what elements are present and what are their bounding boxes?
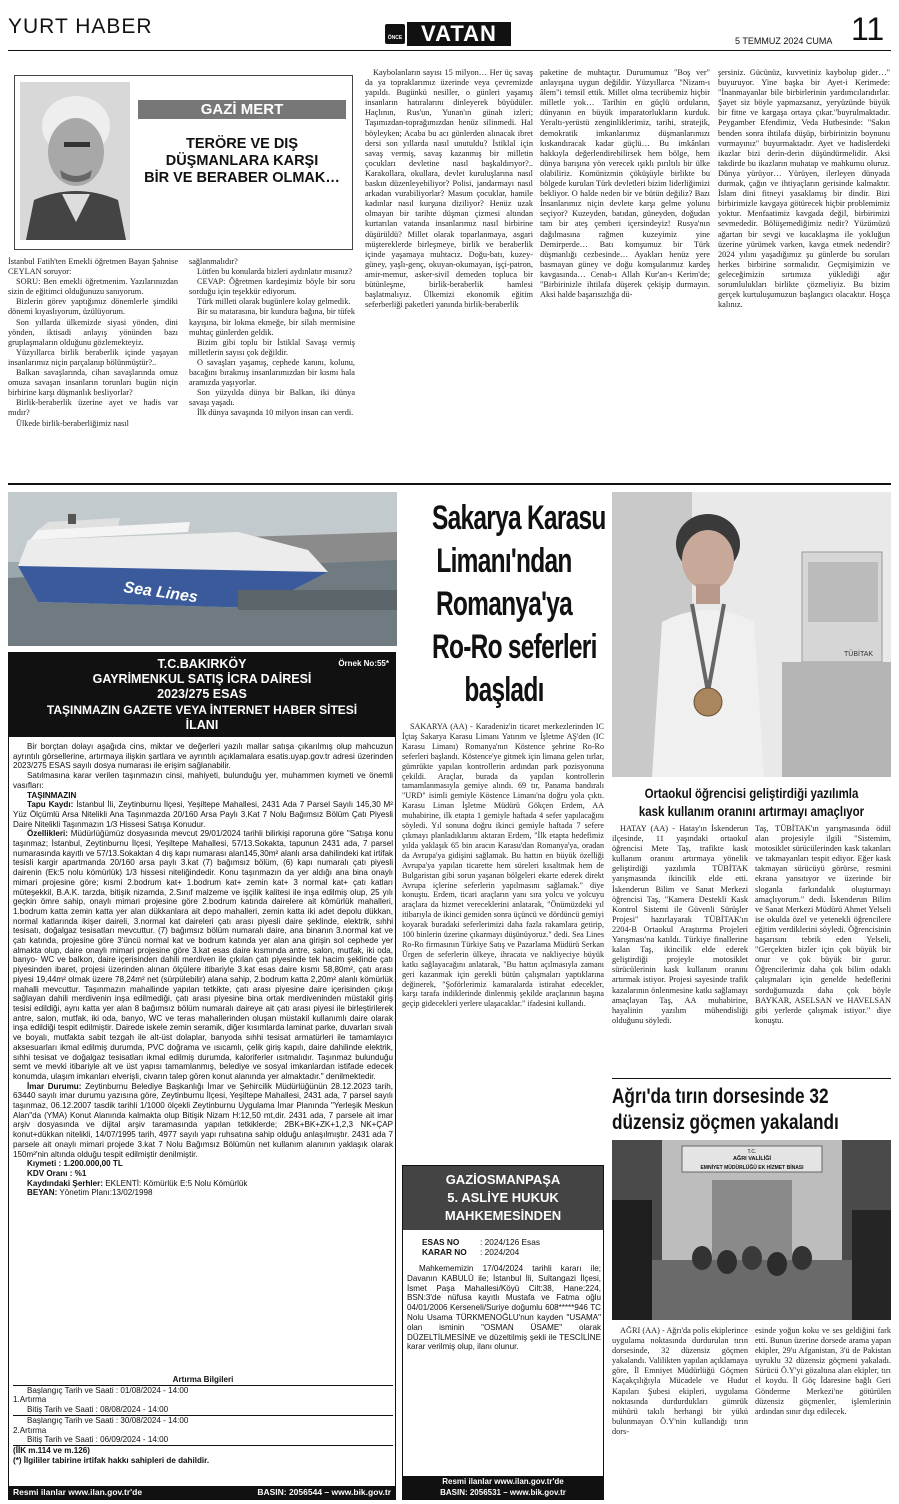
tapu-text: İstanbul İli, Zeytinburnu İlçesi, Yeşiltepe Mahallesi, 2431 Ada 7 Parsel Sayılı 145,30 M² Yüz Ölçümlü Arsa Nitelikli Ana Taşınmazda 20/160 Arsa Paylı 3.Kat 7 Nolu Bağımsız Bölüm Çatı Piyesli Daire Nitelikli Taşınmazın 1/3 Hissesi Satışa Konudur. bbox=[13, 800, 393, 829]
karar-label: KARAR NO bbox=[422, 1246, 467, 1257]
icra-title-5: İLANI bbox=[185, 718, 219, 732]
gop-title-1: GAZİOSMANPAŞA bbox=[445, 1172, 561, 1187]
artirma-2-start: Başlangıç Tarih ve Saati : 30/08/2024 - 14:00 bbox=[27, 1415, 189, 1425]
section-title bbox=[8, 15, 153, 49]
kayit-label: Kaydındaki Şerhler: bbox=[27, 1178, 104, 1188]
ship-label: Sea Lines bbox=[122, 579, 199, 607]
paragraph: İlk dünya savaşında 10 milyon insan can verdi. bbox=[197, 408, 354, 418]
paragraph: Balkan savaşlarında, cihan savaşlarında omuz omuza savaşan insanların torunları bugün niçin birbirine karşı düşmanlık besliyorlar? bbox=[8, 368, 178, 398]
icra-ilgililer: (*) İlgililer tabirine irtifak hakkı sahipleri de dahildir. bbox=[13, 1455, 210, 1465]
icra-intro-2: Satılmasına karar verilen taşınmazın cinsi, mahiyeti, bulunduğu yer, muhammen kıymeti ve önemli vasıfları: bbox=[13, 771, 393, 790]
logo-text: VATAN bbox=[407, 22, 511, 46]
agri-photo bbox=[612, 1140, 891, 1320]
masthead-rule bbox=[8, 50, 891, 51]
esas-value: : 2024/126 Esas bbox=[480, 1238, 540, 1247]
ozellik-label: Özellikleri: bbox=[27, 829, 68, 839]
gop-title-3: MAHKEMESİNDEN bbox=[444, 1208, 562, 1223]
icra-ilk: (İİK m.114 ve m.126) bbox=[13, 1445, 90, 1455]
esas-label: ESAS NO bbox=[422, 1238, 460, 1247]
paragraph: Ülkede birlik-beraberliğimiz nasıl bbox=[16, 418, 129, 428]
icra-intro: Bir borçtan dolayı aşağıda cins, miktar ve değerleri yazılı mallar satışa çıkarılmış olup mahcuzun ayrıntılı görsellerine, artırmaya ilişkin şartlara ve ayrıntılı açıklamalara esatis.uyap.gov.tr adresi üzerinden 2023/275 ESAS sayılı dosya numarası ile erişim sağlanabilir. bbox=[13, 742, 393, 771]
column-headline-line-2: DÜŞMANLARA KARŞI bbox=[165, 153, 319, 169]
icra-header bbox=[9, 653, 395, 737]
artirma-table bbox=[13, 1375, 393, 1485]
gop-header bbox=[403, 1166, 603, 1230]
paragraph: Lütfen bu konularda bizleri aydınlatır mısınız? bbox=[197, 267, 353, 277]
artirma-2-end: Bitiş Tarih ve Saati : 06/09/2024 - 14:00 bbox=[13, 1435, 393, 1446]
sign-line-3: EMNİYET MÜDÜRLÜĞÜ EK HİZMET BİNASI bbox=[700, 1165, 804, 1171]
paragraph: CEVAP: Öğretmen kardeşimiz böyle bir soru sorduğu için teşekkür ediyorum. bbox=[189, 277, 355, 297]
hatay-headline-line-1: Ortaokul öğrencisi geliştirdiği yazılımla bbox=[644, 785, 859, 801]
gop-footer-1: Resmi ilanlar www.ilan.gov.tr'de bbox=[442, 1477, 564, 1486]
artirma-1-label: 1.Artırma bbox=[13, 1395, 47, 1405]
sakarya-headline-line-3: Romanya'ya bbox=[435, 585, 573, 623]
sakarya-headline-line-2: Limanı'ndan bbox=[436, 542, 572, 580]
gop-footer bbox=[403, 1476, 603, 1499]
icra-tasinmaz-label: TAŞINMAZIN bbox=[27, 790, 77, 800]
logo-badge: ÖNCE bbox=[385, 24, 405, 44]
gop-body: Mahkememizin 17/04/2024 tarihli kararı ile; Davanın KABULÜ ile; İstanbul İli, Sultangazi İlçesi, İsmet Paşa Mahallesi/Köyü Cilt:38, Hane:224, BSN:3'de nüfusa kayıtlı Mustafa ve Fatma oğlu 04/01/2006 Kerseneli/Suriye doğumlu 608*****946 TC Nolu Usama TÜRKMENOĞLU'nun kayden "USAMA" olan isminin "OSMAN ÜSAME" olarak DÜZELTİLMESİNE ve düzeltilmiş şekli ile TESCİLİNE karar verilmiş olup, ilanı olunur. bbox=[407, 1264, 601, 1352]
student-photo bbox=[612, 492, 891, 777]
author-name: GAZİ MERT bbox=[200, 101, 284, 118]
agri-text-2: esinde yoğun koku ve ses geldiğini fark etti. Bunun üzerine dorsede arama yapan ekipler, 29'u Afganistan, 3'ü de Pakistan uyruklu 32 düzensiz göçmeni yakaladı. Sürücü Ö.Y'yi gözaltına alan ekipler, tırı el koydu. İl Göç İdaresine bağlı Geri Gönderme Merkezi'ne götürülen düzensiz göçmenler, işlemlerinin ardından sınır dışı edilecek. bbox=[755, 1326, 891, 1416]
paragraph: Son yüzyılda dünya bir Balkan, iki dünya savaşı yaşadı. bbox=[189, 388, 355, 408]
agri-headline-line-2: düzensiz göçmen yakalandı bbox=[612, 1111, 839, 1134]
issue-date: 5 TEMMUZ 2024 CUMA bbox=[735, 36, 833, 46]
gop-karar bbox=[422, 1248, 602, 1258]
masthead-logo bbox=[385, 22, 511, 46]
imar-text: Zeytinburnu Belediye Başkanlığı İmar ve Şehircilik Müdürlüğünün 28.12.2023 tarih, 63440 sayılı imar durumu yazısına göre, Zeytinburnu İlçesi, Yeşiltepe Mahallesi, 2431 ada, 7 parsel sayılı taşınmaz, 06.12.2007 tasdik tarihli 1/1000 ölçekli Zeytinburnu Uygulama İmar Planında "Yerleşik Meskun Alan"da (YMA) Konut Alanında kalmakta olup Bitişik Nizam H:12,50 mt,dir. 2431 ada, 7 parsele ait imar arşiv dosyasında ve dijital arşiv taramasında yapılan tetkiklerde; 2BK+BK+ZK+1,2,3 NK+ÇAP konut+dükkan nitelikli, 14/07/1995 tarih, 4977 sayılı yapı ruhsatına sahip olduğu anlaşılmıştır. 2431 ada 7 parsele ait onaylı mimari projede 3.kat 7 Nolu Bağımsız Bölümün net kullanım alanının yaklaşık olarak 150m²'nin altında olduğu tespit edilmiştir denilmiştir. bbox=[13, 1081, 393, 1159]
column-headline-line-3: BİR VE BERABER OLMAK… bbox=[144, 170, 340, 186]
paragraph: Bir su matarasına, bir kundura bağına, bir tüfek kayışına, bir lokma ekmeğe, bir silah mermisine muhtaç günlerden geldik. bbox=[189, 307, 355, 337]
ship-photo bbox=[8, 492, 397, 646]
paragraph: O savaşları yaşamış, cephede kanını, kolunu, bacağını bırakmış insanlarımızdan bir kısmı hala aramızda yaşıyorlar. bbox=[189, 357, 355, 388]
icra-title-4: TAŞINMAZIN GAZETE VEYA İNTERNET HABER SİTESİ bbox=[46, 703, 358, 717]
gop-title-2: 5. ASLİYE HUKUK bbox=[447, 1190, 559, 1205]
hatay-headline-line-2: kask kullanım oranını artırmayı amaçlıyor bbox=[638, 803, 865, 819]
sign-line-1: T.C. bbox=[747, 1149, 757, 1155]
icra-title-2: GAYRİMENKUL SATIŞ İCRA DAİRESİ bbox=[92, 672, 312, 686]
icra-kiymet: Kıymeti : 1.200.000,00 TL bbox=[27, 1159, 123, 1169]
icra-beyan bbox=[13, 1188, 393, 1198]
imar-label: İmar Durumu: bbox=[27, 1081, 82, 1091]
column-text-5: şersiniz. Gücünüz, kuvvetiniz kaybolup gider…" buyuruyor. Yine başka bir Ayet-i Kerimede: "İnanmayanlar bile birbirlerinin yardımcılarıdırlar. Şayet siz böyle yapmazsanız, yeryüzünde büyük bir fitne ve kargaşa ortaya çıkar."buyrulmaktadır. Peygamber Efendimiz, Veda Hutbesinde: "Sakın benden sonra ihtilafa düşüp, birbirinizin boynunu vurmayınız" buyurmaktadır. Ayet ve hadislerdeki ikazlar bizi derin-derin düşündürmelidir. Aksi takdirde bu ikazların muhatap ve mahkumu oluruz. Dünya yürüyor… Yürüyen, ilerleyen dünyada durmak, çağın ve ihtiyaçların gerisinde kalmaktır. İslam dini fitneyi yasaklamış bir dindir. Bizi birbirimizle kavgaya götürecek hiçbir problemimiz yoktur. Menfaatimiz kavgada değil, birbirimizi sevmededir. Bölüşemediğimiz nedir? Yüzümüzü ağartan bir sevgi ve kucaklaşma ile yokluğun üzerine yürümek varken, kavga etmek nedendir? 2024 yılını yaşadığımız şu günlerde bu soruları herkes birbirine sormalıdır. Geçmişimizin ve geleceğimizin sırtımıza yüklediği ağır sorumlulukları birlikte çözmeliyiz. Bu bizim gerçek kurtuluşumuzun başlangıcı olacaktır. Hoşça kalınız. bbox=[718, 68, 890, 310]
paragraph: Bizim gibi toplu bir İstiklal Savaşı vermiş milletlerin sayısı çok değildir. bbox=[189, 337, 355, 357]
icra-title-1: T.C.BAKIRKÖY bbox=[157, 657, 247, 671]
author-photo bbox=[20, 82, 130, 240]
sakarya-headline-line-1: Sakarya Karasu bbox=[432, 499, 606, 537]
icra-tapu bbox=[13, 800, 393, 829]
paragraph: Türk milleti olarak bugünlere kolay gelmedik. bbox=[197, 297, 351, 307]
artirma-1-end: Bitiş Tarih ve Saati : 08/08/2024 - 14:00 bbox=[13, 1405, 393, 1416]
hatay-headline bbox=[612, 784, 891, 820]
sakarya-headline-line-5: başladı bbox=[464, 671, 544, 709]
beyan-text: Yönetim Planı:13/02/1998 bbox=[59, 1188, 153, 1198]
agri-headline bbox=[612, 1084, 891, 1136]
ozellik-text: Müdürlüğümüz dosyasında mevcut 29/01/2024 tarihli bilirkişi raporuna göre "Satışa konu taşınmaz; İstanbul, Zeytinburnu İlçesi, Yeşiltepe Mahallesi, 57/13.Sokakta, tapunun 2431 ada, 7 parsel numarasında kayıtlı ve 57/13.Sokaktan 4 dış kapı numarası alan145,30m² alanlı arsa dahilindeki kat irtifak tesisli kargir apartmanda 20/160 arsa paylı 3.kat (7) bağımsız bölüm, (6) kapı numaralı çatı piyesli dairenin (Ek:5 nolu kömürlük) 1/3 hissesi niteliğindedir. Konu taşınmazın da yer aldığı ana bina onaylı mimari projesine göre; kısmi 2.bodrum kat+ 1.bodrum kat+ zemin kat+ 3 normal kat+ çatı katları müteşekkil, B.A.K. tarzda, bitişik nizamda, 2.Sınıf malzeme ve işçilik kalitesi ile inşa edilmiş olup, 25 yılı geçkin ömre sahip, onaylı mimari projesine göre 2.bodrum katında dairelere ait kömürlük mahalleri, 1.bodrum katta zemin katta yer alan dükkanlara ait depo mahalleri, zemin katta iki adet depolu dükkan, normal katlarında ikişer daireli, 3.normal kat daireleri çatı arası piyesli daire şeklinde, elektrik, sıhhi tesisatı, doğalgaz tesisatları mevcuttur. (7) bağımsız bölüm numaralı daire, ana binanın 3.normal kat ve çatı katında, projesine göre 3'üncü normal kat ve bodrum katında yer alan ana girişin sol cephede yer almakta olup, daire onaylı mimari projesine göre 3.kat esas daire kısmında antre, salon, mutfak, iki oda, banyo- WC ve balkon, daire içerisinden dahili merdiven ile çıkılan çatı piyesinde tek hacim şeklinde çatı piyesinden ibaret, projesi üzerinden alınan ölçülere itibariyle 3.kat esas daire kısmı 58,80m², çatı arası piyesi 19,44m² olmak üzere 78,24m² net (sürpülebilir) alana sahip, 2.bodrum katta 2,20m² alanlı kömürlük mahalli mevcuttur. Taşınmazın mahallinde yapılan tetkikte, çatı arası piyesine daire içerisinden çıkışı sağlayan dahili merdivenin inşa edilmediği, çatı arası piyesine bina ortak merdiveninden müstakil giriş tesisi edildiği, aynı katta yer alan 8 bağımsız bölüm numaralı daireye ait çatı arası piyesi ile birleştirilerek antre, salon, mutfak, iki oda, banyo, WC ve teras mahallerinden oluşan müstakil kullanımlı daire olarak inşa edildiği tespit edilmiştir. Dairede iskele zemin seramik, diğer kısımlarda laminat parke, duvarları sıvalı ve boyalı, mutfakta sabit tezgah ile alt-üst dolaplar, banyoda sıhhi tesisat armatürleri ile tamamlayıcı aksesuarları ikmal edilmiş durumda, PVC doğrama ve ısıcamlı, çelik giriş kapılı, daire dahilinde elektrik, sıhhi tesisat ve doğalgaz tesisatları ikmal edilmiş durumda, kaloriferler ısıtmalıdır. Taşınmaz bulunduğu semt ve mevki itibariyle alt ve üst yapısı tamamlanmış, belediye ve sosyal imkanlardan istifade edecek konumda, ulaşım imkanları elverişli, civarın talep gören konut alanında yer almaktadır." denilmektedir. bbox=[13, 829, 393, 1081]
sakarya-headline-line-4: Ro-Ro seferleri bbox=[432, 628, 597, 666]
icra-ozellik bbox=[13, 829, 393, 1081]
icra-body bbox=[13, 742, 393, 1442]
icra-imar bbox=[13, 1082, 393, 1160]
icra-footer-left: Resmi ilanlar www.ilan.gov.tr'de bbox=[13, 1487, 143, 1497]
agri-headline-line-1: Ağrı'da tırın dorsesinde 32 bbox=[612, 1085, 829, 1108]
paragraph: SORU: Ben emekli öğretmenim. Yazılarınızdan sizin de eğitimci olduğunuzu sanıyorum. bbox=[8, 277, 178, 297]
paragraph: Yüzyıllarca birlik beraberlik içinde yaşayan insanlarımız niçin parçalanıp bölünmüştür?.. bbox=[8, 347, 178, 367]
artirma-2-label: 2.Artırma bbox=[13, 1425, 47, 1435]
hatay-divider bbox=[612, 1078, 891, 1079]
hatay-text-2: Taş, TÜBİTAK'ın yarışmasında ödül alan projesiyle ilgili "Sistemim, motosiklet sürücülerinden kask takanları ve takmayanları tespit ediyor. Eğer kask takmayan sürücüyü görürse, resmini ekrana yansıtıyor ve üzerinde bir sloganla farkındalık oluşturmayı amaçlıyorum." dedi. İskenderun Bilim ve Sanat Merkezi Müdürü Ahmet Yelseli ise okulda özel ve yetenekli öğrencilere eğitim verdiklerini söyledi. Öğrencisinin başarısını tebrik eden Yelseli, "Gerçekten bizler için çok büyük bir onur ve çok büyük bir gurur. Öğrencilerimiz daha çok bilim odaklı çalışmaları için genelde hedeflerini sorduğumuzda daha çok böyle BAYKAR, ASELSAN ve HAVELSAN gibi yerlerde çalışmak istiyor." diye konuştu. bbox=[755, 824, 891, 1025]
icra-footer bbox=[9, 1486, 395, 1499]
kayit-text: EKLENTİ: Kömürlük E:5 Nolu Kömürlük bbox=[105, 1178, 248, 1188]
sign-line-2: AĞRI VALİLİĞİ bbox=[732, 1156, 772, 1162]
paragraph: Birlik-beraberlik üzerine ayet ve hadis var mıdır? bbox=[8, 398, 178, 418]
agri-text-1: AĞRI (AA) - Ağrı'da polis ekiplerince uygulama noktasında durdurulan tırın dorsesinde, 32 düzensiz göçmen yakalandı. Valilikten yapılan açıklamaya göre, İl Emniyet Müdürlüğü Göçmen Kaçakçılığıyla Mücadele ve Hudut Kapıları Şubesi ekipleri, uygulama noktasında durdurdukları gümrük mühürü takılı herhangi bir yükü bulunmayan Ö.Y'nin kullandığı tırın dors- bbox=[612, 1326, 748, 1436]
column-text-1 bbox=[8, 257, 178, 472]
section-title-text: YURT HABER bbox=[8, 15, 153, 38]
column-headline bbox=[138, 136, 346, 187]
column-text-2 bbox=[189, 257, 355, 472]
section-divider bbox=[8, 483, 891, 485]
page-number: 11 bbox=[851, 11, 885, 47]
beyan-label: BEYAN: bbox=[27, 1188, 58, 1198]
paragraph: sağlanmalıdır? bbox=[189, 257, 238, 266]
icra-kdv: KDV Oranı : %1 bbox=[27, 1168, 87, 1178]
paragraph: Son yıllarda ülkemizde siyasi yönden, dini yönden, iktisadi anlayış yönünden bazı gruplaşmaların olduğunu gözlemekteyiz. bbox=[8, 317, 178, 347]
sakarya-body: SAKARYA (AA) - Karadeniz'in ticaret merkezlerinden IC İçtaş Sakarya Karasu Limanı Yatırım ve İşletme AŞ'den (IC Karasu Limanı) Romanya'nın Köstence şehrine Ro-Ro seferleri başlandı. Köstence'ye gitmek için limana gelen tırlar, gümrükte yapılan kontrollerin ardından park pozisyonuna çekildi. Araçlar, burada da yapılan kontrollerin tamamlanmasıyla gemiye alındı. 69 tır, Panama bandıralı "URD" isimli gemiyle Köstence Limanı'na doğru yola çıktı. Karasu Liman İşletme Müdürü Gökçen Erdem, AA muhabirine, ilk etapta 1 gemiyle haftada 4 sefer yapılacağını söyledi. Yıl sonuna doğru ikinci gemiyle haftada 7 sefere çıkmayı planladıklarını aktaran Erdem, "İlk etapta hedefimiz yılda yaklaşık 65 bin aracın Karasu'dan Romanya'ya, oradan da Avrupa'ya gidişini sağlamak. Bu hattın en büyük özelliği Avrupa'ya yapılan ticarette hem süreleri kısaltmak hem de Bulgaristan gibi sorun yaşanan bölgeleri ekarte ederek direkt Avrupa içlerine seferlerin yapılmasını sağlamak." diye konuştu. Erdem, ticari araçların yanı sıra yolcu ve yolcuyu araçlara da hizmet vereceklerini anlatarak, "Önümüzdeki yıl itibarıyla de ikinci gemiden sonra üçüncü ve dördüncü gemiyi koyarak buradaki seferlerimizi daha fazla rakamlara getirip, 100 binlerin üzerine çıkarmayı düşünüyoruz." dedi. Sea Lines Ro-Ro firmasının Türkiye Satış ve Pazarlama Müdürü Serkan Ürgen de seferlerin ülkeye, ihracata ve nakliyeciye büyük katkı sağlayacağını anlatarak, "Bu hattın açılmasıyla zamanı geri kazanmak için gerekli bütün çalışmaları yaptıklarına değinerek, "Şoförlerimiz kamaralarda istirahat edecekler, karşı tarafa indiklerinde dinlenmiş şekilde araçlarının başına geçip gidecekleri yerlere ulaşacaklar." ifadesini kullandı. bbox=[402, 722, 604, 1009]
artirma-1-start: Başlangıç Tarih ve Saati : 01/08/2024 - 14:00 bbox=[13, 1385, 393, 1396]
column-headline-line-1: TERÖRE VE DIŞ bbox=[186, 136, 298, 152]
column-text-4: paketine de muhtaçtır. Durumumuz "Boş ver" anlayışına uygun değildir. Yüzyıllarca "Nizam-ı âlem"i temsil ettik. Millet olma tecrübemiz hiçbir milletle yok… Tarihin en güçlü orduların, dünyanın en büyük imparatorlukların kurduk. Yeraltı-yerüstü zenginliklerimiz, tarihi, stratejik, demokratik imkanlarımız düşmanlarımızı kıskandıracak kadar güçlü… Bu imkânları hakkıyla değerlendirebilirsek hem bölge, hem dünya barışına yön verecek ışıklı pırıltılı bir ülke olabiliriz. Komünizmin çöküşüyle birlikte bu bölgede kurulan Türk devletleri bizim liderliğimizi bekliyor. O halde neden bir ve bütün değiliz? Bazı İnsanlarımız niçin devlete karşı gelme yolunu seçiyor? Kuzeyden, batıdan, güneyden, doğudan tam bir ateş çemberi içersindeyiz! Rusya'nın dağılmasına rağmen kuzeyimiz yine Demirperde… Batı komşumuz bir Türk düşmanlığı cezbesinde… Ayakları henüz yere basmayan güney ve doğu komşularımız kardeş kavgasında… Cenab-ı Allah Kur'an-ı Kerim'de; "Birbirinizle ihtilafa düşerek çekişip durmayın. Aksi halde başarısızlığa dü- bbox=[540, 68, 710, 300]
gop-case-info bbox=[422, 1238, 602, 1260]
tubitak-label: TÜBİTAK bbox=[844, 651, 874, 658]
paragraph: Bizlerin görev yaptığımız dönemlerle şimdiki dönemi kıyaslıyorum, üzülüyorum. bbox=[8, 297, 178, 317]
sakarya-headline bbox=[404, 497, 604, 712]
artirma-title: Artırma Bilgileri bbox=[172, 1375, 234, 1384]
tapu-label: Tapu Kaydı: bbox=[27, 800, 74, 810]
icra-footer-right: BASIN: 2056544 – www.bik.gov.tr bbox=[257, 1487, 391, 1497]
icra-title-3: 2023/275 ESAS bbox=[157, 687, 247, 701]
icra-example-no: Örnek No:55* bbox=[338, 659, 389, 668]
paragraph: İstanbul Fatih'ten Emekli öğretmen Bayan Şahnise CEYLAN soruyor: bbox=[8, 257, 178, 277]
column-text-3: Kaybolanların sayısı 15 milyon… Her üç savaş da ya topraklarımız üzerinde veya çevremizde yapıldı. Bugünkü nesiller, o günleri yaşamış insanların hatıralarını dinleyerek büyüdüler. Haçlının, Rus'un, Yunan'ın günah izleri; Taşımızdan-toprağımızdan henüz silinmedi. Hal böyleyken; Acaba bu acı günlerden alınacak ibret dersi son yıllarda nasıl unutuldu? İstiklal için savaş vermiş, savaş kazanmış bir milletin çocukları devletine nasıl başkaldırıyor?.. Karakollara, okullara, devlet kuruluşlarına nasıl baskın düzenleyebiliyor? Polisi, jandarmayı nasıl arkadan vurabiliyorlar? Masum çocuklar, hamile kadınlar nasıl kurşuna diziliyor? Henüz uzak olmayan bir tarihte düşman çizmesi altından kurtarılan vatanda insanlarımız nasıl birbirine düşürüldü? Millet olarak toparlanmaya, asgari müştereklerde birleşmeye, birlik ve beraberlik içinde yaşamaya muhtacız. Doğu-batı, kuzey-güney, yaşlı-genç, okuyan-okumayan, işçi-patron, amir-memur, asker-sivil demeden topluca bir bütünleşme, birlik-beraberlik hamlesi başlatmalıyız. Ülkemizi ekonomik eğitim seferberliği paketleri yanında birlik-beraberlik bbox=[365, 68, 533, 310]
author-name-bar bbox=[138, 100, 346, 119]
karar-value: : 2024/204 bbox=[480, 1246, 520, 1257]
icra-kayit bbox=[13, 1179, 393, 1189]
gop-footer-2: BASIN: 2056531 – www.bik.gov.tr bbox=[440, 1488, 566, 1497]
hatay-text-1: HATAY (AA) - Hatay'ın İskenderun ilçesinde, 11 yaşındaki ortaokul öğrencisi Mete Taş, trafikte kask kullanım oranını artırmaya yönelik geliştirdiği yazılımla TÜBİTAK yarışmasında ikincilik elde etti. İskenderun Bilim ve Sanat Merkezi öğrencisi Taş, "Kamera Destekli Kask Kontrol Sistemi ile Güvenli Sürüşler Projesi" hazırlayarak TÜBİTAK'ın 2204-B Ortaokul Araştırma Projeleri Yarışması'na katıldı. Türkiye finallerine kalan Taş, ikincilik elde ederek geliştirdiği projeyle motosiklet sürücülerinin kask kullanım oranını artırmak istiyor. Projesi sayesinde trafik kazalarının önlenmesine katkı sağlamayı amaçlayan Taş, AA muhabirine, hayalinin yazılım mühendisliği olduğunu söyledi. bbox=[612, 824, 748, 1025]
